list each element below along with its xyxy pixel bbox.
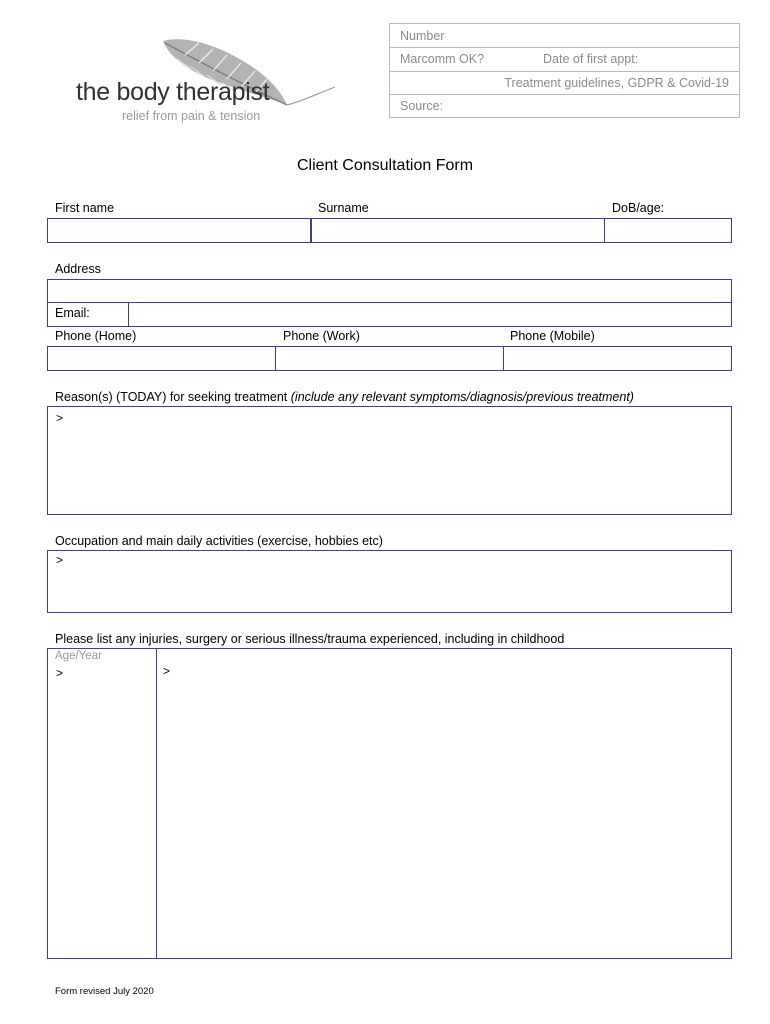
address-label: Address [55, 262, 101, 276]
office-use-box [389, 23, 740, 118]
reason-prompt: > [56, 411, 64, 425]
injuries-field[interactable] [157, 649, 731, 958]
office-divider [390, 71, 739, 72]
reason-label [55, 390, 634, 404]
reason-textarea[interactable] [47, 406, 732, 515]
phone-home-field[interactable] [47, 346, 276, 371]
logo-tagline: relief from pain & tension [122, 109, 261, 123]
page-title: Client Consultation Form [296, 157, 474, 174]
first-name-field[interactable] [47, 218, 311, 243]
occupation-prompt: > [56, 553, 64, 567]
phone-mobile-label: Phone (Mobile) [510, 329, 595, 343]
first-appt-label: Date of first appt: [543, 52, 639, 66]
guidelines-label: Treatment guidelines, GDPR & Covid-19 [504, 76, 729, 90]
phone-work-label: Phone (Work) [283, 329, 360, 343]
dob-field[interactable] [604, 218, 732, 243]
source-label: Source: [400, 99, 444, 113]
reason-label-text: Reason(s) (TODAY) for seeking treatment [55, 390, 288, 404]
injuries-table [47, 648, 732, 959]
age-year-label: Age/Year [55, 650, 102, 662]
logo-name: the body therapist [76, 78, 270, 106]
occupation-textarea[interactable] [47, 550, 732, 613]
injuries-label: Please list any injuries, surgery or serious illness/trauma experienced, including in childhood [55, 632, 565, 646]
occupation-label: Occupation and main daily activities (exercise, hobbies etc) [55, 534, 383, 548]
form-revision: Form revised July 2020 [55, 986, 154, 997]
phone-work-field[interactable] [275, 346, 504, 371]
reason-note: (include any relevant symptoms/diagnosis/previous treatment) [290, 390, 634, 404]
number-label: Number [400, 29, 445, 43]
email-field[interactable] [128, 302, 732, 327]
email-label: Email: [55, 306, 90, 320]
age-year-prompt: > [56, 666, 64, 680]
surname-field[interactable] [311, 218, 605, 243]
first-name-label: First name [55, 201, 115, 215]
office-divider [390, 94, 739, 95]
phone-mobile-field[interactable] [503, 346, 732, 371]
dob-label: DoB/age: [612, 201, 665, 215]
address-field[interactable] [47, 279, 732, 303]
age-year-field[interactable] [48, 649, 156, 958]
injuries-prompt: > [163, 664, 171, 678]
phone-home-label: Phone (Home) [55, 329, 137, 343]
surname-label: Surname [318, 201, 369, 215]
office-divider [390, 47, 739, 48]
marcomm-label: Marcomm OK? [400, 52, 485, 66]
